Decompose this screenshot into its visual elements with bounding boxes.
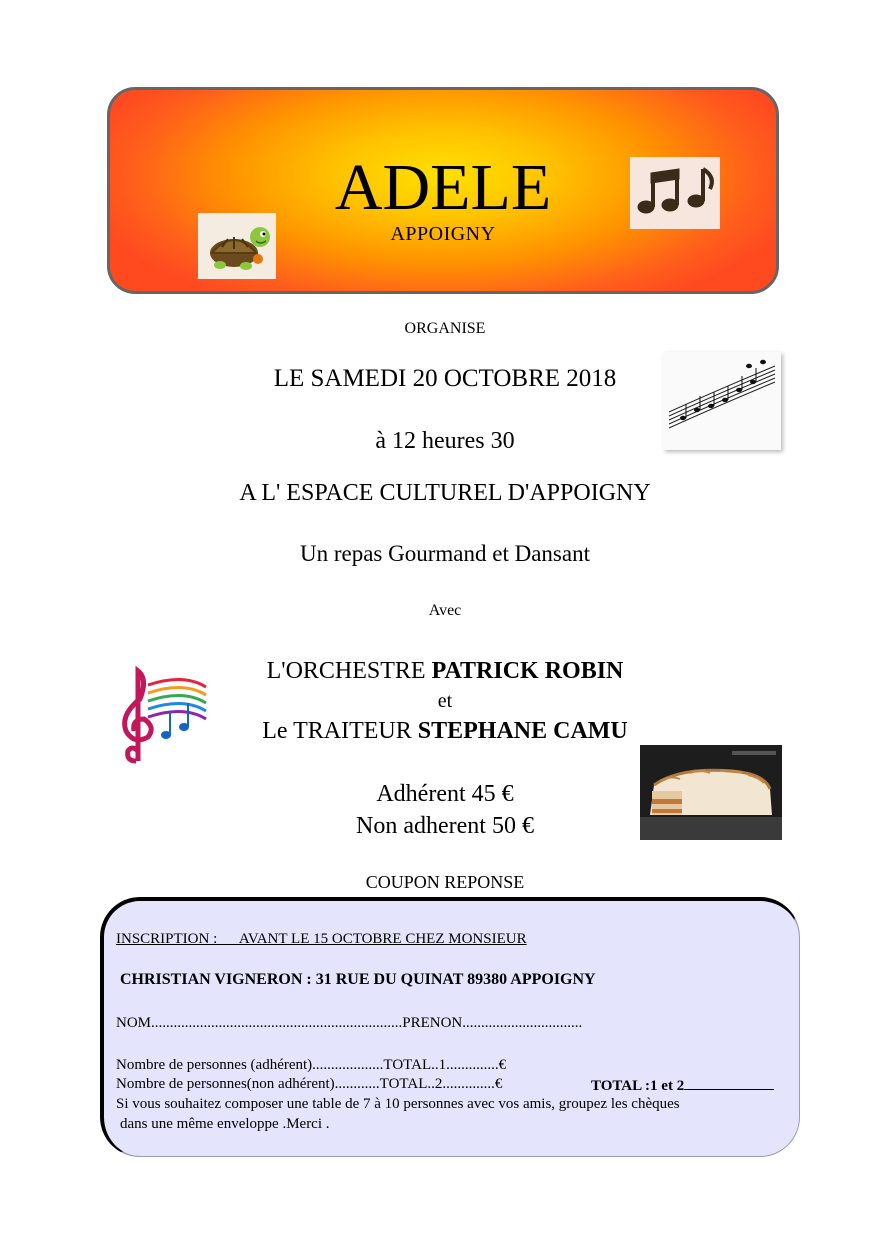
event-meal: Un repas Gourmand et Dansant: [300, 541, 590, 566]
non-member-count-line[interactable]: Nombre de personnes(non adhérent)............TOTAL..2..............€: [116, 1076, 503, 1092]
event-place: A L' ESPACE CULTUREL D'APPOIGNY: [239, 480, 651, 506]
caterer-prefix: Le TRAITEUR: [262, 718, 418, 744]
banner-subtitle: APPOIGNY: [390, 223, 496, 245]
turtle-icon: [198, 213, 276, 279]
orchestra-line: [0, 658, 890, 685]
music-notes-icon: [630, 157, 720, 229]
event-time: à 12 heures 30: [375, 428, 515, 454]
grouping-sentence-2: dans une même enveloppe .Merci .: [120, 1116, 330, 1132]
coupon-box: [100, 897, 800, 1157]
grouping-sentence-1: Si vous souhaitez composer une table de 7 à 10 personnes avec vos amis, groupez les chèques: [116, 1096, 680, 1112]
address-line: CHRISTIAN VIGNERON : 31 RUE DU QUINAT 89380 APPOIGNY: [120, 971, 596, 988]
organise-label: ORGANISE: [404, 320, 486, 337]
total-label: TOTAL :1 et 2: [591, 1078, 685, 1094]
name-field-line[interactable]: NOM...................................................................PRENON................................: [116, 1015, 583, 1031]
et-label: et: [437, 690, 453, 712]
total-blank[interactable]: [684, 1076, 774, 1090]
avec-label: Avec: [428, 602, 462, 619]
orchestra-prefix: L'ORCHESTRE: [266, 658, 432, 684]
caterer-line: [0, 718, 890, 745]
orchestra-name: PATRICK ROBIN: [431, 658, 624, 684]
caterer-name: STEPHANE CAMU: [417, 718, 628, 744]
price-non-member: Non adherent 50 €: [356, 813, 534, 839]
header-banner: [107, 87, 779, 294]
member-count-line[interactable]: Nombre de personnes (adhérent)...................TOTAL..1..............€: [116, 1057, 507, 1073]
event-date: LE SAMEDI 20 OCTOBRE 2018: [273, 365, 617, 392]
inscription-line: INSCRIPTION : AVANT LE 15 OCTOBRE CHEZ MONSIEUR: [116, 931, 527, 947]
price-member: Adhérent 45 €: [376, 781, 514, 807]
total-line[interactable]: [591, 1076, 774, 1095]
banner-title: ADELE: [334, 151, 552, 224]
coupon-title: COUPON REPONSE: [365, 872, 525, 892]
